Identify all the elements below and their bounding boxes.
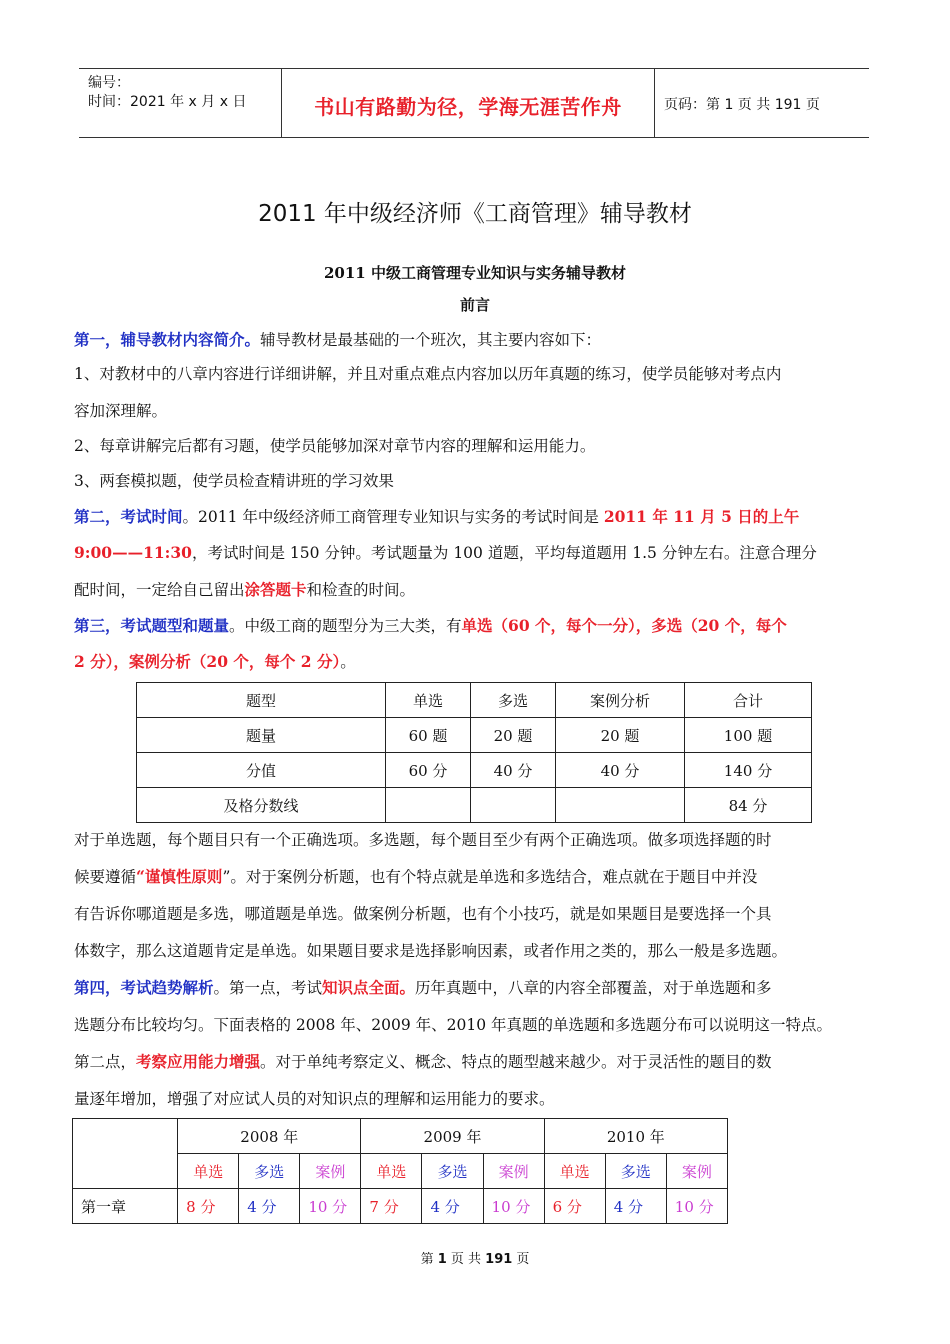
- sec2-p3a: 配时间，一定给自己留出: [74, 581, 245, 599]
- footer-p3: 页: [512, 1252, 530, 1267]
- type-header: 单选: [178, 1154, 239, 1189]
- time-label: 时间：2021 年 x 月 x 日: [88, 94, 247, 110]
- table-row: [137, 788, 812, 823]
- footer-p1: 第: [420, 1252, 438, 1267]
- sec1-text: 辅导教材是最基础的一个班次，其主要内容如下：: [260, 331, 602, 349]
- sec2-time: 9:00——11:30: [74, 543, 192, 562]
- footer-p2: 页 共: [446, 1252, 486, 1267]
- table-cell: 4 分: [239, 1189, 300, 1224]
- table-cell: 分值: [137, 753, 386, 788]
- sec4-line3: [74, 1052, 772, 1072]
- table-cell: [556, 788, 685, 823]
- table-header-row: [73, 1119, 728, 1154]
- sec4-p2: 历年真题中，八章的内容全部覆盖，对于单选题和多: [415, 979, 772, 997]
- question-type-table: [136, 682, 812, 823]
- table-cell: 10 分: [666, 1189, 727, 1224]
- sec2-card: 涂答题卡: [244, 580, 307, 599]
- type-header: 多选: [605, 1154, 666, 1189]
- type-header: 多选: [422, 1154, 483, 1189]
- sec1-item2: 2、每章讲解完后都有习题，使学员能够加深对章节内容的理解和运用能力。: [74, 437, 596, 455]
- sec4-l3a: 第二点，: [74, 1053, 137, 1071]
- sec2-line1: [74, 507, 799, 527]
- table-cell: 40 分: [556, 753, 685, 788]
- sec3-heading: 第三，考试题型和题量: [74, 616, 230, 635]
- para-line4: 体数字，那么这道题肯定是单选。如果题目要求是选择影响因素，或者作用之类的，那么一般是多选题。: [74, 942, 788, 960]
- table-cell: 多选: [471, 683, 556, 718]
- para-line1: 对于单选题，每个题目只有一个正确选项。多选题，每个题目至少有两个正确选项。做多项选择题的时: [74, 831, 772, 849]
- para-l2red: “谨慎性原则: [136, 867, 223, 886]
- sec4-line1: [74, 978, 772, 998]
- header-motto: 书山有路勤为径，学海无涯苦作舟: [314, 95, 622, 119]
- table-cell: 20 题: [556, 718, 685, 753]
- sec4-red2: 考察应用能力增强: [136, 1052, 261, 1071]
- page-footer: [0, 1248, 950, 1267]
- sec4-p1: 。第一点，考试: [213, 979, 323, 997]
- table-cell: 7 分: [361, 1189, 422, 1224]
- table-cell: 60 题: [386, 718, 471, 753]
- table-cell: 及格分数线: [137, 788, 386, 823]
- sec3-p1: 。中级工商的题型分为三大类，有: [229, 617, 462, 635]
- header-page-info: 页码：第 1 页 共 191 页: [664, 97, 820, 113]
- sec4-line2: 选题分布比较均匀。下面表格的 2008 年、2009 年、2010 年真题的单选题和多选题分布可以说明这一特点。: [74, 1016, 833, 1034]
- sec1-item1a: 1、对教材中的八章内容进行详细讲解，并且对重点难点内容加以历年真题的练习，使学员能够对考点内: [74, 365, 782, 383]
- preface-heading: 前言: [459, 296, 490, 314]
- header-left-cell: [79, 69, 282, 137]
- type-header: 单选: [361, 1154, 422, 1189]
- sec3-end: 。: [340, 653, 356, 671]
- sec1-item1b: 容加深理解。: [74, 402, 168, 420]
- table-cell: 4 分: [605, 1189, 666, 1224]
- sec4-red1: 知识点全面。: [322, 978, 416, 997]
- sec2-heading: 第二，考试时间: [74, 507, 183, 526]
- table-row: [73, 1189, 728, 1224]
- para-l2a: 候要遵循: [74, 868, 137, 886]
- table-cell: 10 分: [483, 1189, 544, 1224]
- sec2-p1: 。2011 年中级经济师工商管理专业知识与实务的考试时间是: [182, 508, 604, 526]
- table-cell: 合计: [685, 683, 812, 718]
- type-header: 单选: [544, 1154, 605, 1189]
- table-cell: [386, 788, 471, 823]
- sec2-p2: ，考试时间是 150 分钟。考试题量为 100 道题，平均每道题用 1.5 分钟左右。注意合理分: [191, 544, 817, 562]
- table-row: [137, 718, 812, 753]
- type-header: 案例: [666, 1154, 727, 1189]
- year-header: 2010 年: [544, 1119, 727, 1154]
- sec3-line1: [74, 616, 787, 636]
- row-label: 第一章: [73, 1189, 178, 1224]
- sec3-line2: [74, 652, 356, 672]
- year-header: 2009 年: [361, 1119, 544, 1154]
- sec3-types1: 单选（60 个，每个一分），多选（20 个，每个: [461, 616, 787, 635]
- header-page-cell: [655, 69, 869, 137]
- sec3-types2: 2 分），案例分析（20 个，每个 2 分）: [74, 652, 341, 671]
- sec4-line4: 量逐年增加，增强了对应试人员的对知识点的理解和运用能力的要求。: [74, 1090, 555, 1108]
- table-cell: 8 分: [178, 1189, 239, 1224]
- page-header: [79, 68, 869, 138]
- table-cell: 60 分: [386, 753, 471, 788]
- table-cell: 20 题: [471, 718, 556, 753]
- table-cell: 单选: [386, 683, 471, 718]
- table-cell: 84 分: [685, 788, 812, 823]
- table-row: [137, 753, 812, 788]
- para-line2: [74, 867, 757, 887]
- type-header: 多选: [239, 1154, 300, 1189]
- footer-total: 191: [485, 1252, 513, 1267]
- sec1-item3: 3、两套模拟题，使学员检查精讲班的学习效果: [74, 472, 394, 490]
- type-header: 案例: [483, 1154, 544, 1189]
- sec4-l3b: 。对于单纯考察定义、概念、特点的题型越来越少。对于灵活性的题目的数: [260, 1053, 772, 1071]
- sec2-line2: [74, 543, 817, 563]
- sec1-line: [74, 330, 601, 350]
- table-cell: [471, 788, 556, 823]
- table-cell-empty: [73, 1119, 178, 1189]
- para-line3: 有告诉你哪道题是多选，哪道题是单选。做案例分析题，也有个小技巧，就是如果题目是要选择一个具: [74, 905, 772, 923]
- year-header: 2008 年: [178, 1119, 361, 1154]
- table-cell: 题型: [137, 683, 386, 718]
- sec2-line3: [74, 580, 415, 600]
- table-header-row: [137, 683, 812, 718]
- table-cell: 40 分: [471, 753, 556, 788]
- sec2-date: 2011 年 11 月 5 日的上午: [603, 507, 800, 526]
- table-cell: 题量: [137, 718, 386, 753]
- table-cell: 10 分: [300, 1189, 361, 1224]
- number-label: 编号：: [88, 75, 130, 91]
- distribution-table: [72, 1118, 728, 1224]
- table-cell: 案例分析: [556, 683, 685, 718]
- sec4-heading: 第四，考试趋势解析: [74, 978, 214, 997]
- header-motto-cell: [282, 69, 655, 137]
- sec2-p3b: 和检查的时间。: [306, 581, 416, 599]
- footer-page: 1: [437, 1252, 447, 1267]
- type-header: 案例: [300, 1154, 361, 1189]
- sec1-heading: 第一，辅导教材内容简介。: [74, 330, 261, 349]
- table-cell: 4 分: [422, 1189, 483, 1224]
- table-cell: 140 分: [685, 753, 812, 788]
- para-l2b: ”。对于案例分析题，也有个特点就是单选和多选结合，难点就在于题目中并没: [222, 868, 758, 886]
- document-subtitle: 2011 中级工商管理专业知识与实务辅导教材: [324, 264, 626, 282]
- document-title: 2011 年中级经济师《工商管理》辅导教材: [258, 201, 692, 227]
- table-cell: 100 题: [685, 718, 812, 753]
- table-cell: 6 分: [544, 1189, 605, 1224]
